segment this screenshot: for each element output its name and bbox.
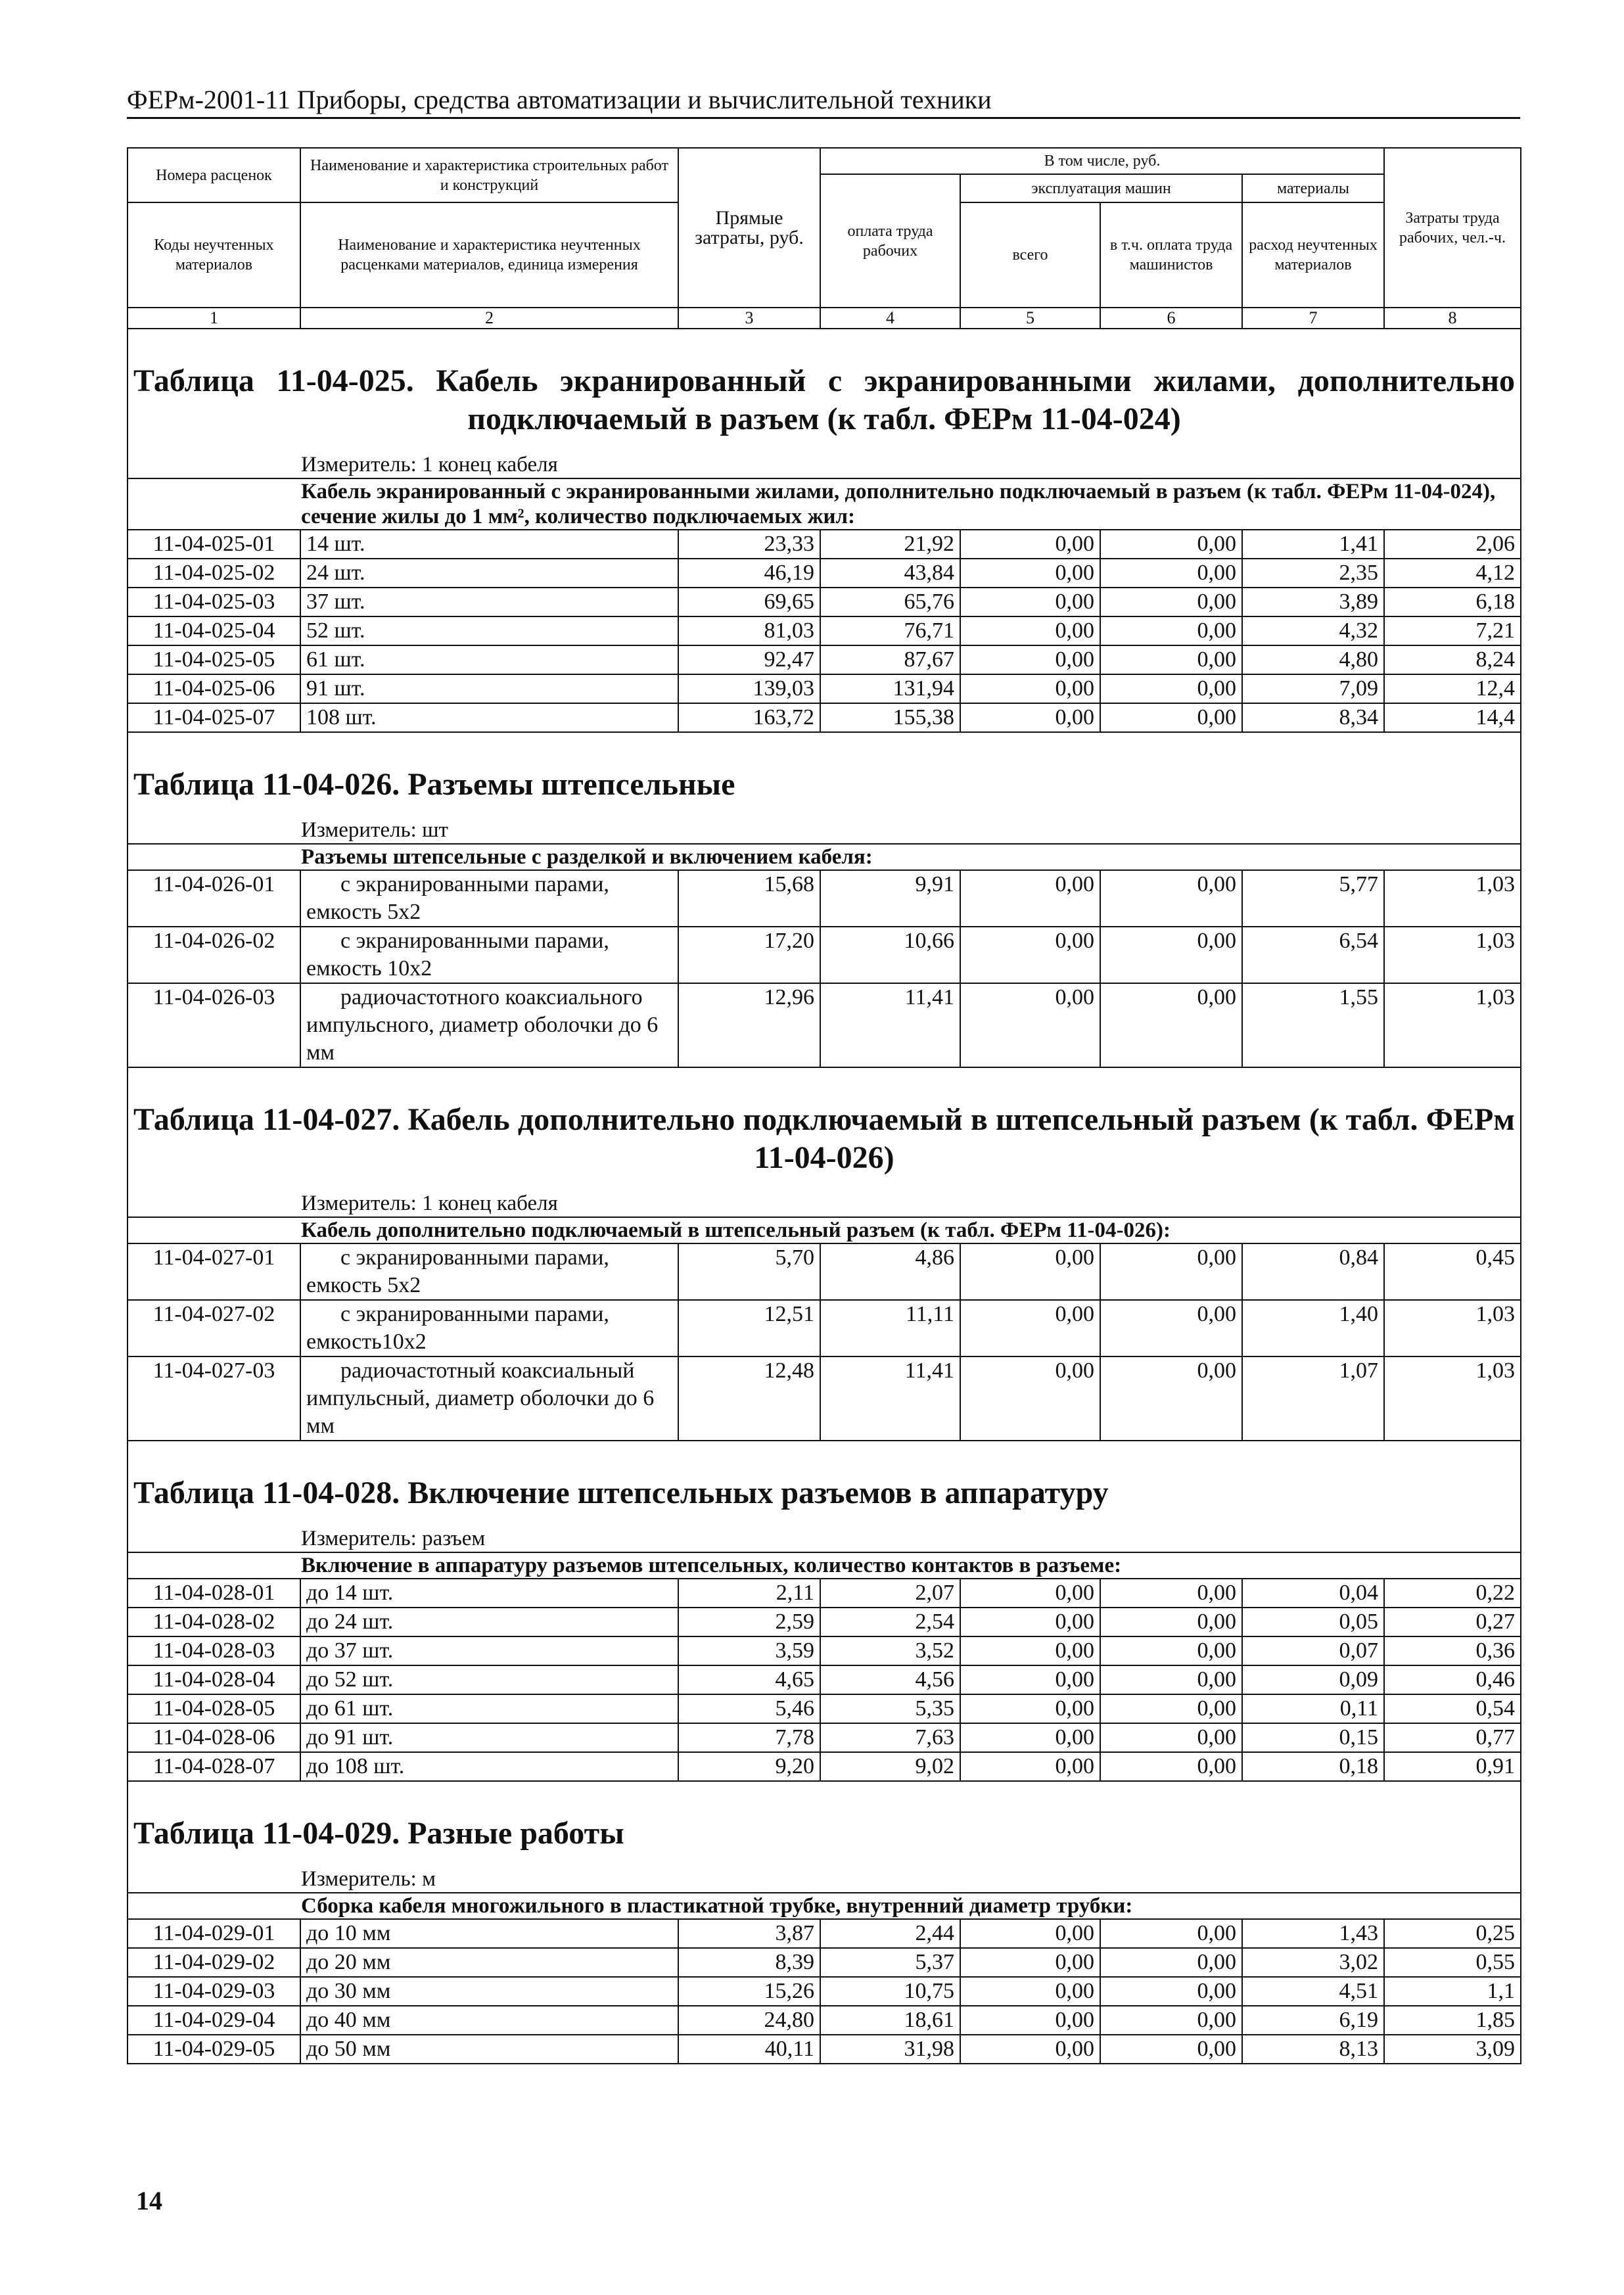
group-row xyxy=(128,1893,1521,1919)
rate-code: 11-04-026-02 xyxy=(128,927,300,983)
group-heading: Включение в аппаратуру разъемов штепсельных, количество контактов в разъеме: xyxy=(128,1552,1521,1579)
labor-hours: 12,4 xyxy=(1384,674,1521,703)
machinists-pay: 0,00 xyxy=(1100,645,1242,674)
direct-costs: 7,78 xyxy=(678,1723,820,1752)
machines-total: 0,00 xyxy=(960,588,1100,616)
materials-cost: 4,80 xyxy=(1242,645,1384,674)
column-number: 5 xyxy=(960,308,1100,329)
materials-cost: 0,18 xyxy=(1242,1752,1384,1781)
work-name: до 91 шт. xyxy=(300,1723,678,1752)
labor-hours: 0,91 xyxy=(1384,1752,1521,1781)
work-name: 37 шт. xyxy=(300,588,678,616)
machines-total: 0,00 xyxy=(960,1694,1100,1723)
header-rate-numbers: Номера расценок xyxy=(128,148,300,202)
rate-code: 11-04-029-01 xyxy=(128,1919,300,1948)
table-row xyxy=(128,2006,1521,2035)
table-row xyxy=(128,1579,1521,1608)
labor-pay: 18,61 xyxy=(820,2006,960,2035)
unit-row xyxy=(128,1525,1521,1552)
direct-costs: 4,65 xyxy=(678,1665,820,1694)
direct-costs: 40,11 xyxy=(678,2035,820,2064)
header-labor-pay: оплата труда рабочих xyxy=(820,174,960,308)
labor-hours: 7,21 xyxy=(1384,616,1521,645)
direct-costs: 15,26 xyxy=(678,1977,820,2006)
rate-code: 11-04-027-01 xyxy=(128,1243,300,1300)
rate-code: 11-04-025-02 xyxy=(128,559,300,588)
unit-row xyxy=(128,452,1521,478)
direct-costs: 163,72 xyxy=(678,703,820,732)
column-number: 1 xyxy=(128,308,300,329)
machines-total: 0,00 xyxy=(960,870,1100,927)
work-name: 91 шт. xyxy=(300,674,678,703)
direct-costs: 81,03 xyxy=(678,616,820,645)
group-row xyxy=(128,1552,1521,1579)
table-row xyxy=(128,1752,1521,1781)
work-name: до 40 мм xyxy=(300,2006,678,2035)
materials-cost: 0,15 xyxy=(1242,1723,1384,1752)
work-name: до 20 мм xyxy=(300,1948,678,1977)
work-name: 52 шт. xyxy=(300,616,678,645)
labor-pay: 131,94 xyxy=(820,674,960,703)
machinists-pay: 0,00 xyxy=(1100,870,1242,927)
table-row xyxy=(128,983,1521,1067)
labor-pay: 2,07 xyxy=(820,1579,960,1608)
table-row xyxy=(128,588,1521,616)
machines-total: 0,00 xyxy=(960,1636,1100,1665)
header-machines: эксплуатация машин xyxy=(960,174,1242,202)
column-number: 2 xyxy=(300,308,678,329)
machines-total: 0,00 xyxy=(960,1300,1100,1356)
direct-costs: 139,03 xyxy=(678,674,820,703)
machinists-pay: 0,00 xyxy=(1100,1243,1242,1300)
machinists-pay: 0,00 xyxy=(1100,588,1242,616)
work-name: до 50 мм xyxy=(300,2035,678,2064)
work-name: радиочастотный коаксиальный импульсный, диаметр оболочки до 6 мм xyxy=(300,1356,678,1441)
machinists-pay: 0,00 xyxy=(1100,1919,1242,1948)
materials-cost: 1,40 xyxy=(1242,1300,1384,1356)
work-name: с экранированными парами, емкость 5х2 xyxy=(300,870,678,927)
price-table xyxy=(127,147,1521,2064)
rate-code: 11-04-028-01 xyxy=(128,1579,300,1608)
machinists-pay: 0,00 xyxy=(1100,674,1242,703)
labor-hours: 1,03 xyxy=(1384,1300,1521,1356)
labor-pay: 10,66 xyxy=(820,927,960,983)
machinists-pay: 0,00 xyxy=(1100,559,1242,588)
machines-total: 0,00 xyxy=(960,674,1100,703)
rate-code: 11-04-028-03 xyxy=(128,1636,300,1665)
machines-total: 0,00 xyxy=(960,1948,1100,1977)
materials-cost: 0,05 xyxy=(1242,1608,1384,1636)
machines-total: 0,00 xyxy=(960,616,1100,645)
direct-costs: 3,59 xyxy=(678,1636,820,1665)
column-number: 4 xyxy=(820,308,960,329)
machinists-pay: 0,00 xyxy=(1100,1579,1242,1608)
labor-hours: 1,03 xyxy=(1384,927,1521,983)
rate-code: 11-04-025-03 xyxy=(128,588,300,616)
table-title-row xyxy=(128,1781,1521,1866)
table-title-row xyxy=(128,732,1521,817)
labor-pay: 155,38 xyxy=(820,703,960,732)
work-name: до 14 шт. xyxy=(300,1579,678,1608)
work-name: с экранированными парами, емкость 5х2 xyxy=(300,1243,678,1300)
group-heading: Кабель дополнительно подключаемый в штепсельный разъем (к табл. ФЕРм 11-04-026): xyxy=(128,1217,1521,1243)
labor-hours: 8,24 xyxy=(1384,645,1521,674)
machinists-pay: 0,00 xyxy=(1100,530,1242,559)
machines-total: 0,00 xyxy=(960,1919,1100,1948)
column-number: 8 xyxy=(1384,308,1521,329)
direct-costs: 15,68 xyxy=(678,870,820,927)
table-title-row xyxy=(128,1067,1521,1190)
table-title: Таблица 11-04-027. Кабель дополнительно подключаемый в штепсельный разъем (к табл. ФЕРм 11-04-026) xyxy=(128,1067,1521,1190)
rate-code: 11-04-025-07 xyxy=(128,703,300,732)
table-row xyxy=(128,1636,1521,1665)
materials-cost: 7,09 xyxy=(1242,674,1384,703)
machines-total: 0,00 xyxy=(960,645,1100,674)
labor-hours: 2,06 xyxy=(1384,530,1521,559)
machines-total: 0,00 xyxy=(960,559,1100,588)
machines-total: 0,00 xyxy=(960,530,1100,559)
machinists-pay: 0,00 xyxy=(1100,703,1242,732)
table-title: Таблица 11-04-029. Разные работы xyxy=(128,1781,1521,1866)
table-row xyxy=(128,616,1521,645)
header-including: В том числе, руб. xyxy=(820,148,1384,174)
materials-cost: 1,07 xyxy=(1242,1356,1384,1441)
work-name: 14 шт. xyxy=(300,530,678,559)
rate-code: 11-04-028-06 xyxy=(128,1723,300,1752)
labor-pay: 9,02 xyxy=(820,1752,960,1781)
running-head: ФЕРм-2001-11 Приборы, средства автоматизации и вычислительной техники xyxy=(127,84,1520,119)
direct-costs: 5,70 xyxy=(678,1243,820,1300)
header-materials-unaccounted: расход неучтенных материалов xyxy=(1242,202,1384,308)
labor-hours: 3,09 xyxy=(1384,2035,1521,2064)
machinists-pay: 0,00 xyxy=(1100,2006,1242,2035)
labor-pay: 4,86 xyxy=(820,1243,960,1300)
labor-pay: 4,56 xyxy=(820,1665,960,1694)
labor-pay: 65,76 xyxy=(820,588,960,616)
machines-total: 0,00 xyxy=(960,1665,1100,1694)
materials-cost: 8,34 xyxy=(1242,703,1384,732)
table-row xyxy=(128,1243,1521,1300)
labor-hours: 1,03 xyxy=(1384,983,1521,1067)
table-row xyxy=(128,1300,1521,1356)
group-row xyxy=(128,844,1521,870)
labor-pay: 9,91 xyxy=(820,870,960,927)
labor-pay: 43,84 xyxy=(820,559,960,588)
labor-pay: 7,63 xyxy=(820,1723,960,1752)
header-direct-costs: Прямые затраты, руб. xyxy=(678,148,820,308)
labor-pay: 5,37 xyxy=(820,1948,960,1977)
machinists-pay: 0,00 xyxy=(1100,1694,1242,1723)
labor-hours: 0,27 xyxy=(1384,1608,1521,1636)
table-row xyxy=(128,1608,1521,1636)
labor-pay: 11,41 xyxy=(820,983,960,1067)
work-name: с экранированными парами, емкость10х2 xyxy=(300,1300,678,1356)
direct-costs: 17,20 xyxy=(678,927,820,983)
measure-unit: Измеритель: 1 конец кабеля xyxy=(128,1190,1521,1217)
rate-code: 11-04-027-03 xyxy=(128,1356,300,1441)
machinists-pay: 0,00 xyxy=(1100,1948,1242,1977)
group-heading: Сборка кабеля многожильного в пластикатной трубке, внутренний диаметр трубки: xyxy=(128,1893,1521,1919)
table-title-row xyxy=(128,1441,1521,1525)
labor-hours: 0,55 xyxy=(1384,1948,1521,1977)
labor-hours: 0,25 xyxy=(1384,1919,1521,1948)
labor-hours: 1,1 xyxy=(1384,1977,1521,2006)
machinists-pay: 0,00 xyxy=(1100,1356,1242,1441)
work-name: до 10 мм xyxy=(300,1919,678,1948)
direct-costs: 69,65 xyxy=(678,588,820,616)
machines-total: 0,00 xyxy=(960,2006,1100,2035)
machines-total: 0,00 xyxy=(960,703,1100,732)
work-name: до 108 шт. xyxy=(300,1752,678,1781)
column-number: 7 xyxy=(1242,308,1384,329)
direct-costs: 92,47 xyxy=(678,645,820,674)
direct-costs: 8,39 xyxy=(678,1948,820,1977)
rate-code: 11-04-025-05 xyxy=(128,645,300,674)
machines-total: 0,00 xyxy=(960,983,1100,1067)
group-row xyxy=(128,478,1521,530)
table-title-row xyxy=(128,329,1521,452)
table-title: Таблица 11-04-025. Кабель экранированный с экранированными жилами, дополнительно подключаемый в разъем (к табл. ФЕРм 11-04-024) xyxy=(128,329,1521,452)
materials-cost: 3,89 xyxy=(1242,588,1384,616)
unit-row xyxy=(128,1190,1521,1217)
labor-hours: 1,03 xyxy=(1384,870,1521,927)
materials-cost: 0,09 xyxy=(1242,1665,1384,1694)
machines-total: 0,00 xyxy=(960,2035,1100,2064)
machines-total: 0,00 xyxy=(960,1752,1100,1781)
machines-total: 0,00 xyxy=(960,927,1100,983)
materials-cost: 8,13 xyxy=(1242,2035,1384,2064)
direct-costs: 2,11 xyxy=(678,1579,820,1608)
rate-code: 11-04-028-02 xyxy=(128,1608,300,1636)
measure-unit: Измеритель: 1 конец кабеля xyxy=(128,452,1521,478)
labor-hours: 0,45 xyxy=(1384,1243,1521,1300)
labor-pay: 10,75 xyxy=(820,1977,960,2006)
table-row xyxy=(128,927,1521,983)
rate-code: 11-04-028-04 xyxy=(128,1665,300,1694)
column-number: 3 xyxy=(678,308,820,329)
machines-total: 0,00 xyxy=(960,1579,1100,1608)
work-name: с экранированными парами, емкость 10х2 xyxy=(300,927,678,983)
labor-pay: 21,92 xyxy=(820,530,960,559)
materials-cost: 3,02 xyxy=(1242,1948,1384,1977)
table-row xyxy=(128,1723,1521,1752)
labor-pay: 11,11 xyxy=(820,1300,960,1356)
machinists-pay: 0,00 xyxy=(1100,1723,1242,1752)
direct-costs: 5,46 xyxy=(678,1694,820,1723)
unit-row xyxy=(128,1866,1521,1893)
materials-cost: 6,54 xyxy=(1242,927,1384,983)
direct-costs: 12,96 xyxy=(678,983,820,1067)
column-number: 6 xyxy=(1100,308,1242,329)
measure-unit: Измеритель: шт xyxy=(128,817,1521,844)
header-material-name: Наименование и характеристика неучтенных расценками материалов, единица измерения xyxy=(300,202,678,308)
rate-code: 11-04-029-04 xyxy=(128,2006,300,2035)
materials-cost: 1,41 xyxy=(1242,530,1384,559)
work-name: 61 шт. xyxy=(300,645,678,674)
table-title: Таблица 11-04-026. Разъемы штепсельные xyxy=(128,732,1521,817)
page-number: 14 xyxy=(136,2186,162,2215)
work-name: радиочастотного коаксиального импульсного, диаметр оболочки до 6 мм xyxy=(300,983,678,1067)
machinists-pay: 0,00 xyxy=(1100,1608,1242,1636)
materials-cost: 6,19 xyxy=(1242,2006,1384,2035)
rate-code: 11-04-025-06 xyxy=(128,674,300,703)
machinists-pay: 0,00 xyxy=(1100,1300,1242,1356)
labor-pay: 2,54 xyxy=(820,1608,960,1636)
work-name: 24 шт. xyxy=(300,559,678,588)
header-work-name: Наименование и характеристика строительных работ и конструкций xyxy=(300,148,678,202)
header-machinists-pay: в т.ч. оплата труда машинистов xyxy=(1100,202,1242,308)
rate-code: 11-04-026-03 xyxy=(128,983,300,1067)
table-row xyxy=(128,530,1521,559)
work-name: 108 шт. xyxy=(300,703,678,732)
rate-code: 11-04-029-02 xyxy=(128,1948,300,1977)
machinists-pay: 0,00 xyxy=(1100,2035,1242,2064)
materials-cost: 0,07 xyxy=(1242,1636,1384,1665)
rate-code: 11-04-025-04 xyxy=(128,616,300,645)
direct-costs: 46,19 xyxy=(678,559,820,588)
labor-hours: 14,4 xyxy=(1384,703,1521,732)
labor-hours: 0,77 xyxy=(1384,1723,1521,1752)
direct-costs: 2,59 xyxy=(678,1608,820,1636)
machinists-pay: 0,00 xyxy=(1100,927,1242,983)
labor-hours: 0,54 xyxy=(1384,1694,1521,1723)
measure-unit: Измеритель: м xyxy=(128,1866,1521,1893)
machinists-pay: 0,00 xyxy=(1100,1752,1242,1781)
table-row xyxy=(128,1948,1521,1977)
table-row xyxy=(128,1694,1521,1723)
machinists-pay: 0,00 xyxy=(1100,1665,1242,1694)
rate-code: 11-04-028-05 xyxy=(128,1694,300,1723)
rate-code: 11-04-028-07 xyxy=(128,1752,300,1781)
labor-pay: 31,98 xyxy=(820,2035,960,2064)
header-machines-total: всего xyxy=(960,202,1100,308)
labor-pay: 3,52 xyxy=(820,1636,960,1665)
table-title: Таблица 11-04-028. Включение штепсельных разъемов в аппаратуру xyxy=(128,1441,1521,1525)
work-name: до 37 шт. xyxy=(300,1636,678,1665)
table-row xyxy=(128,1665,1521,1694)
machines-total: 0,00 xyxy=(960,1977,1100,2006)
machines-total: 0,00 xyxy=(960,1356,1100,1441)
measure-unit: Измеритель: разъем xyxy=(128,1525,1521,1552)
direct-costs: 24,80 xyxy=(678,2006,820,2035)
table-row xyxy=(128,645,1521,674)
direct-costs: 12,51 xyxy=(678,1300,820,1356)
labor-hours: 6,18 xyxy=(1384,588,1521,616)
rate-code: 11-04-025-01 xyxy=(128,530,300,559)
machines-total: 0,00 xyxy=(960,1608,1100,1636)
labor-pay: 11,41 xyxy=(820,1356,960,1441)
materials-cost: 0,11 xyxy=(1242,1694,1384,1723)
labor-hours: 4,12 xyxy=(1384,559,1521,588)
machinists-pay: 0,00 xyxy=(1100,1977,1242,2006)
table-row xyxy=(128,1356,1521,1441)
materials-cost: 4,32 xyxy=(1242,616,1384,645)
labor-hours: 1,03 xyxy=(1384,1356,1521,1441)
machines-total: 0,00 xyxy=(960,1723,1100,1752)
materials-cost: 2,35 xyxy=(1242,559,1384,588)
group-heading: Кабель экранированный с экранированными жилами, дополнительно подключаемый в разъем (к табл. ФЕРм 11-04-024), сечение жилы до 1 мм², количество подключаемых жил: xyxy=(128,478,1521,530)
machinists-pay: 0,00 xyxy=(1100,983,1242,1067)
rate-code: 11-04-029-05 xyxy=(128,2035,300,2064)
direct-costs: 9,20 xyxy=(678,1752,820,1781)
table-row xyxy=(128,2035,1521,2064)
group-row xyxy=(128,1217,1521,1243)
table-row xyxy=(128,559,1521,588)
direct-costs: 12,48 xyxy=(678,1356,820,1441)
labor-hours: 0,36 xyxy=(1384,1636,1521,1665)
machinists-pay: 0,00 xyxy=(1100,1636,1242,1665)
labor-pay: 5,35 xyxy=(820,1694,960,1723)
table-row xyxy=(128,1919,1521,1948)
labor-pay: 2,44 xyxy=(820,1919,960,1948)
work-name: до 30 мм xyxy=(300,1977,678,2006)
materials-cost: 1,43 xyxy=(1242,1919,1384,1948)
direct-costs: 3,87 xyxy=(678,1919,820,1948)
materials-cost: 5,77 xyxy=(1242,870,1384,927)
labor-hours: 1,85 xyxy=(1384,2006,1521,2035)
labor-hours: 0,46 xyxy=(1384,1665,1521,1694)
machinists-pay: 0,00 xyxy=(1100,616,1242,645)
materials-cost: 0,04 xyxy=(1242,1579,1384,1608)
unit-row xyxy=(128,817,1521,844)
labor-pay: 87,67 xyxy=(820,645,960,674)
table-row xyxy=(128,1977,1521,2006)
materials-cost: 0,84 xyxy=(1242,1243,1384,1300)
header-materials: материалы xyxy=(1242,174,1384,202)
work-name: до 52 шт. xyxy=(300,1665,678,1694)
table-row xyxy=(128,870,1521,927)
machines-total: 0,00 xyxy=(960,1243,1100,1300)
direct-costs: 23,33 xyxy=(678,530,820,559)
materials-cost: 1,55 xyxy=(1242,983,1384,1067)
work-name: до 61 шт. xyxy=(300,1694,678,1723)
rate-code: 11-04-027-02 xyxy=(128,1300,300,1356)
header-material-codes: Коды неучтенных материалов xyxy=(128,202,300,308)
rate-code: 11-04-026-01 xyxy=(128,870,300,927)
labor-hours: 0,22 xyxy=(1384,1579,1521,1608)
table-row xyxy=(128,674,1521,703)
work-name: до 24 шт. xyxy=(300,1608,678,1636)
labor-pay: 76,71 xyxy=(820,616,960,645)
group-heading: Разъемы штепсельные с разделкой и включением кабеля: xyxy=(128,844,1521,870)
materials-cost: 4,51 xyxy=(1242,1977,1384,2006)
table-row xyxy=(128,703,1521,732)
header-labor-hours: Затраты труда рабочих, чел.-ч. xyxy=(1384,148,1521,308)
rate-code: 11-04-029-03 xyxy=(128,1977,300,2006)
